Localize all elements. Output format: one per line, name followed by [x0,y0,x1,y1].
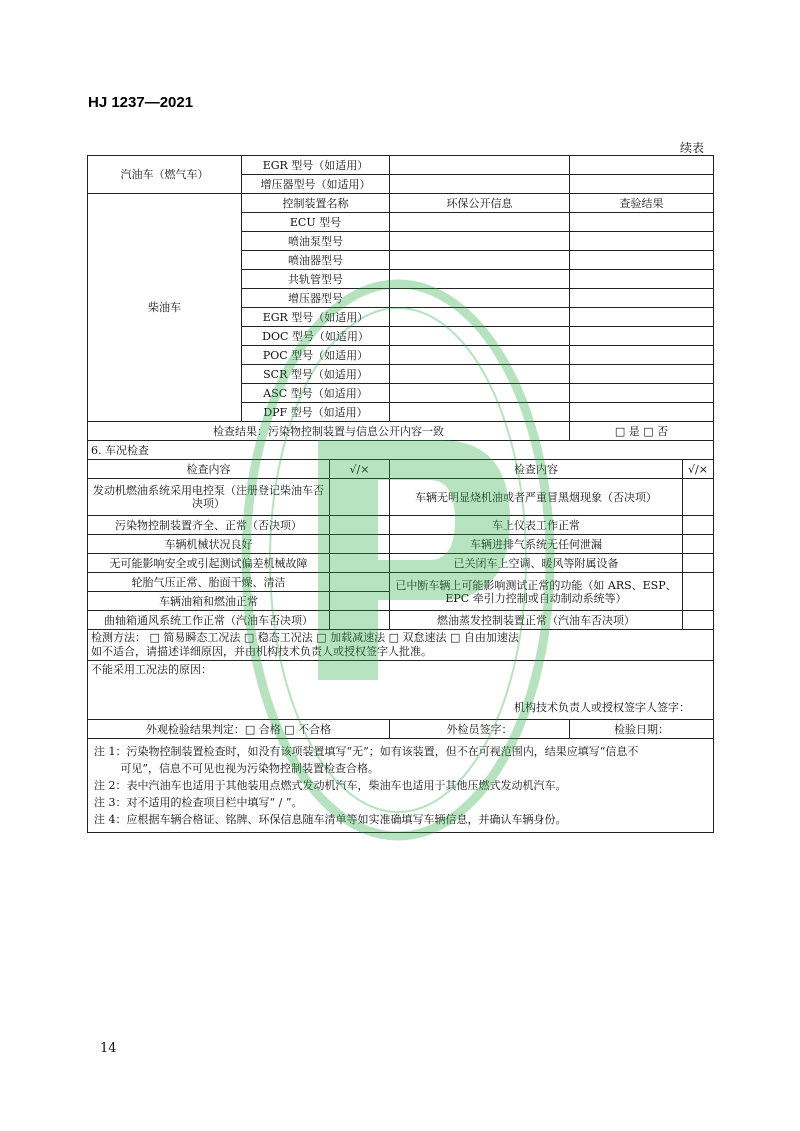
col-header-mark-left: √/× [330,460,390,479]
diesel-info-cell[interactable] [390,289,570,308]
continued-label: 续表 [680,141,705,155]
check-item-left: 车辆油箱和燃油正常 [88,592,330,611]
inspection-table [87,155,714,833]
standard-code: HJ 1237—2021 [88,94,194,111]
section6-title: 6. 车况检查 [88,441,714,460]
check-mark-cell[interactable] [330,479,390,516]
check-mark-cell[interactable] [683,479,714,516]
note-3: 注 3：对不适用的检查项目栏中填写“ / ”。 [94,796,303,809]
diesel-info-cell[interactable] [390,251,570,270]
diesel-result-cell[interactable] [570,384,714,403]
check-item-right: 已关闭车上空调、暖风等附属设备 [390,554,683,573]
col-header-item-left: 检查内容 [88,460,330,479]
diesel-row: ECU 型号 [242,213,390,232]
diesel-info-cell[interactable] [390,213,570,232]
check-item-right: 车辆无明显烧机油或者严重冒黑烟现象（否决项） [390,479,683,516]
check-item-right: 车上仪表工作正常 [390,516,683,535]
diesel-info-cell[interactable] [390,327,570,346]
diesel-info-cell[interactable] [390,270,570,289]
diesel-result-cell[interactable] [570,251,714,270]
check-result-options[interactable]: □ 是 □ 否 [570,422,714,441]
check-item-left: 发动机燃油系统采用电控泵（注册登记柴油车否决项） [88,479,330,516]
diesel-info-cell[interactable] [390,232,570,251]
check-item-left: 无可能影响安全或引起测试偏差机械故障 [88,554,330,573]
inspector-signature[interactable]: 外检员签字： [390,720,570,739]
diesel-result-cell[interactable] [570,270,714,289]
check-mark-cell[interactable] [330,516,390,535]
check-item-left: 车辆机械状况良好 [88,535,330,554]
reason-label: 不能采用工况法的原因： [91,663,212,676]
diesel-result-cell[interactable] [570,365,714,384]
check-result-label: 检查结果：污染物控制装置与信息公开内容一致 [88,422,570,441]
gasoline-result-cell[interactable] [570,175,714,194]
note-4: 注 4：应根据车辆合格证、铭牌、环保信息随车清单等如实准确填写车辆信息，并确认车辆身份。 [94,813,567,826]
method-note: 如不适合，请描述详细原因，并由机构技术负责人或授权签字人批准。 [91,645,432,658]
note-1: 注 1：污染物控制装置检查时，如没有该项装置填写“无”；如有该装置，但不在可视范围内，结果应填写“信息不 [94,745,639,758]
diesel-row: DPF 型号（如适用） [242,403,390,422]
check-item-right: 车辆进排气系统无任何泄漏 [390,535,683,554]
col-header-item-right: 检查内容 [390,460,683,479]
reason-cell[interactable] [88,661,714,720]
diesel-info-cell[interactable] [390,403,570,422]
diesel-result-cell[interactable] [570,403,714,422]
diesel-row: 增压器型号 [242,289,390,308]
diesel-row: 喷油器型号 [242,251,390,270]
diesel-result-cell[interactable] [570,232,714,251]
diesel-info-cell[interactable] [390,346,570,365]
diesel-row: ASC 型号（如适用） [242,384,390,403]
inspection-date[interactable]: 检验日期： [570,720,714,739]
diesel-result-cell[interactable] [570,327,714,346]
diesel-label: 柴油车 [88,194,242,422]
check-item-right: 燃油蒸发控制装置正常（汽油车否决项） [390,611,683,630]
diesel-result-cell[interactable] [570,346,714,365]
gasoline-info-cell[interactable] [390,156,570,175]
gasoline-row: EGR 型号（如适用） [242,156,390,175]
diesel-row: 共轨管型号 [242,270,390,289]
check-mark-cell[interactable] [330,592,390,611]
diesel-row: 喷油泵型号 [242,232,390,251]
note-2: 注 2：表中汽油车也适用于其他装用点燃式发动机汽车，柴油车也适用于其他压燃式发动机汽车。 [94,779,567,792]
check-mark-cell[interactable] [683,535,714,554]
check-mark-cell[interactable] [330,573,390,592]
gasoline-result-cell[interactable] [570,156,714,175]
check-mark-cell[interactable] [683,573,714,611]
method-options: 检测方法： □ 简易瞬态工况法 □ 稳态工况法 □ 加载减速法 □ 双怠速法 □ 自由加速法 [91,631,519,644]
check-item-right: 已中断车辆上可能影响测试正常的功能（如 ARS、ESP、EPC 牵引力控制或自动制动系统等） [390,573,683,611]
method-cell[interactable] [88,630,714,661]
page-number: 14 [100,1041,117,1056]
diesel-info-cell[interactable] [390,384,570,403]
check-mark-cell[interactable] [683,611,714,630]
notes-cell [88,739,714,833]
check-item-left: 轮胎气压正常、胎面干燥、清洁 [88,573,330,592]
col-header-mark-right: √/× [683,460,714,479]
check-mark-cell[interactable] [330,554,390,573]
check-item-left: 曲轴箱通风系统工作正常（汽油车否决项） [88,611,330,630]
diesel-result-cell[interactable] [570,289,714,308]
signer-label: 机构技术负责人或授权签字人签字： [514,701,691,714]
check-mark-cell[interactable] [330,535,390,554]
gasoline-label: 汽油车（燃气车） [88,156,242,194]
appearance-judgement[interactable]: 外观检验结果判定：□ 合格 □ 不合格 [88,720,390,739]
check-mark-cell[interactable] [683,516,714,535]
note-1-cont: 可见”，信息不可见也视为污染物控制装置检查合格。 [120,762,380,775]
check-mark-cell[interactable] [330,611,390,630]
diesel-col-header: 查验结果 [570,194,714,213]
diesel-row: DOC 型号（如适用） [242,327,390,346]
check-mark-cell[interactable] [683,554,714,573]
diesel-info-cell[interactable] [390,308,570,327]
gasoline-row: 增压器型号（如适用） [242,175,390,194]
diesel-info-cell[interactable] [390,365,570,384]
diesel-result-cell[interactable] [570,213,714,232]
diesel-row: POC 型号（如适用） [242,346,390,365]
diesel-col-header: 环保公开信息 [390,194,570,213]
diesel-row: EGR 型号（如适用） [242,308,390,327]
diesel-col-header: 控制装置名称 [242,194,390,213]
diesel-result-cell[interactable] [570,308,714,327]
diesel-row: SCR 型号（如适用） [242,365,390,384]
check-item-left: 污染物控制装置齐全、正常（否决项） [88,516,330,535]
gasoline-info-cell[interactable] [390,175,570,194]
